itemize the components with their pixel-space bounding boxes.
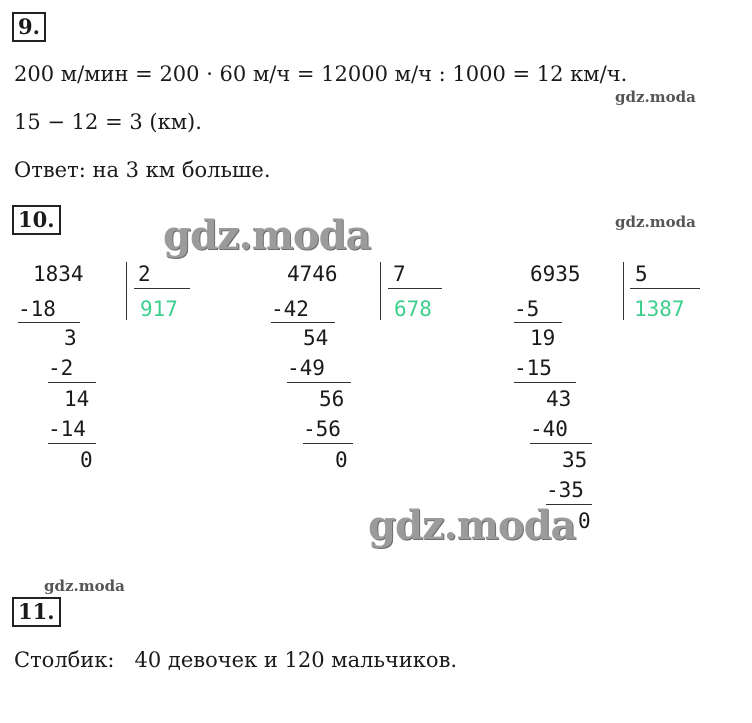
div1-step-4: 14 (64, 387, 90, 411)
div1-vertical-line (126, 262, 127, 320)
div2-dividend: 4746 (287, 262, 338, 286)
div2-underline-3 (303, 443, 353, 444)
div1-divisor: 2 (138, 262, 151, 286)
task-11-number: 11. (12, 597, 61, 627)
div2-divisor-line (388, 288, 442, 289)
div1-underline-3 (48, 443, 96, 444)
div2-step-4: 56 (319, 387, 345, 411)
div3-dividend: 6935 (530, 262, 581, 286)
div3-divisor: 5 (635, 262, 648, 286)
div2-step-2: 54 (303, 326, 329, 350)
div3-step-4: 43 (546, 387, 572, 411)
div3-step-3: -15 (514, 356, 552, 380)
div1-dividend: 1834 (33, 262, 84, 286)
div3-underline-2 (514, 382, 576, 383)
div3-step-8: 0 (578, 509, 591, 533)
div2-step-6: 0 (335, 448, 348, 472)
task-11-number-text: 11 (18, 599, 48, 624)
task-9-line-2: 15 − 12 = 3 (км). (14, 110, 202, 134)
div1-underline-1 (18, 322, 80, 323)
div2-divisor: 7 (393, 262, 406, 286)
div3-underline-3 (530, 443, 592, 444)
div2-vertical-line (380, 262, 381, 320)
div1-step-5: -14 (48, 417, 86, 441)
div3-underline-1 (514, 322, 562, 323)
div3-quotient: 1387 (634, 297, 685, 321)
task-9-number: 9. (12, 12, 46, 42)
div1-divisor-line (134, 288, 190, 289)
div2-quotient: 678 (394, 297, 432, 321)
task-11-text: Столбик: 40 девочек и 120 мальчиков. (14, 648, 458, 672)
watermark-small-2: gdz.moda (615, 213, 696, 231)
watermark-big-2: gdz.moda (368, 502, 576, 549)
div3-vertical-line (623, 262, 624, 320)
task-10-number-text: 10 (18, 207, 48, 232)
div1-step-3: -2 (48, 356, 74, 380)
div3-step-5: -40 (530, 417, 568, 441)
div1-underline-2 (48, 382, 96, 383)
div2-underline-2 (287, 382, 351, 383)
div3-step-1: -5 (514, 297, 540, 321)
div2-step-3: -49 (287, 356, 325, 380)
div3-step-7: -35 (546, 478, 584, 502)
task-10-number: 10. (12, 205, 61, 235)
div1-step-6: 0 (80, 448, 93, 472)
watermark-small-3: gdz.moda (44, 577, 125, 595)
watermark-small-1: gdz.moda (615, 88, 696, 106)
task-9-number-text: 9 (18, 14, 33, 39)
div3-divisor-line (630, 288, 700, 289)
div2-step-1: -42 (271, 297, 309, 321)
div1-step-2: 3 (64, 326, 77, 350)
div2-step-5: -56 (303, 417, 341, 441)
watermark-big-1: gdz.moda (163, 212, 371, 259)
task-9-line-1: 200 м/мин = 200 · 60 м/ч = 12000 м/ч : 1000 = 12 км/ч. (14, 62, 628, 86)
task-9-answer: Ответ: на 3 км больше. (14, 158, 271, 182)
div1-step-1: -18 (18, 297, 56, 321)
div3-step-6: 35 (562, 448, 588, 472)
div1-quotient: 917 (140, 297, 178, 321)
div2-underline-1 (271, 322, 335, 323)
div3-step-2: 19 (530, 326, 556, 350)
